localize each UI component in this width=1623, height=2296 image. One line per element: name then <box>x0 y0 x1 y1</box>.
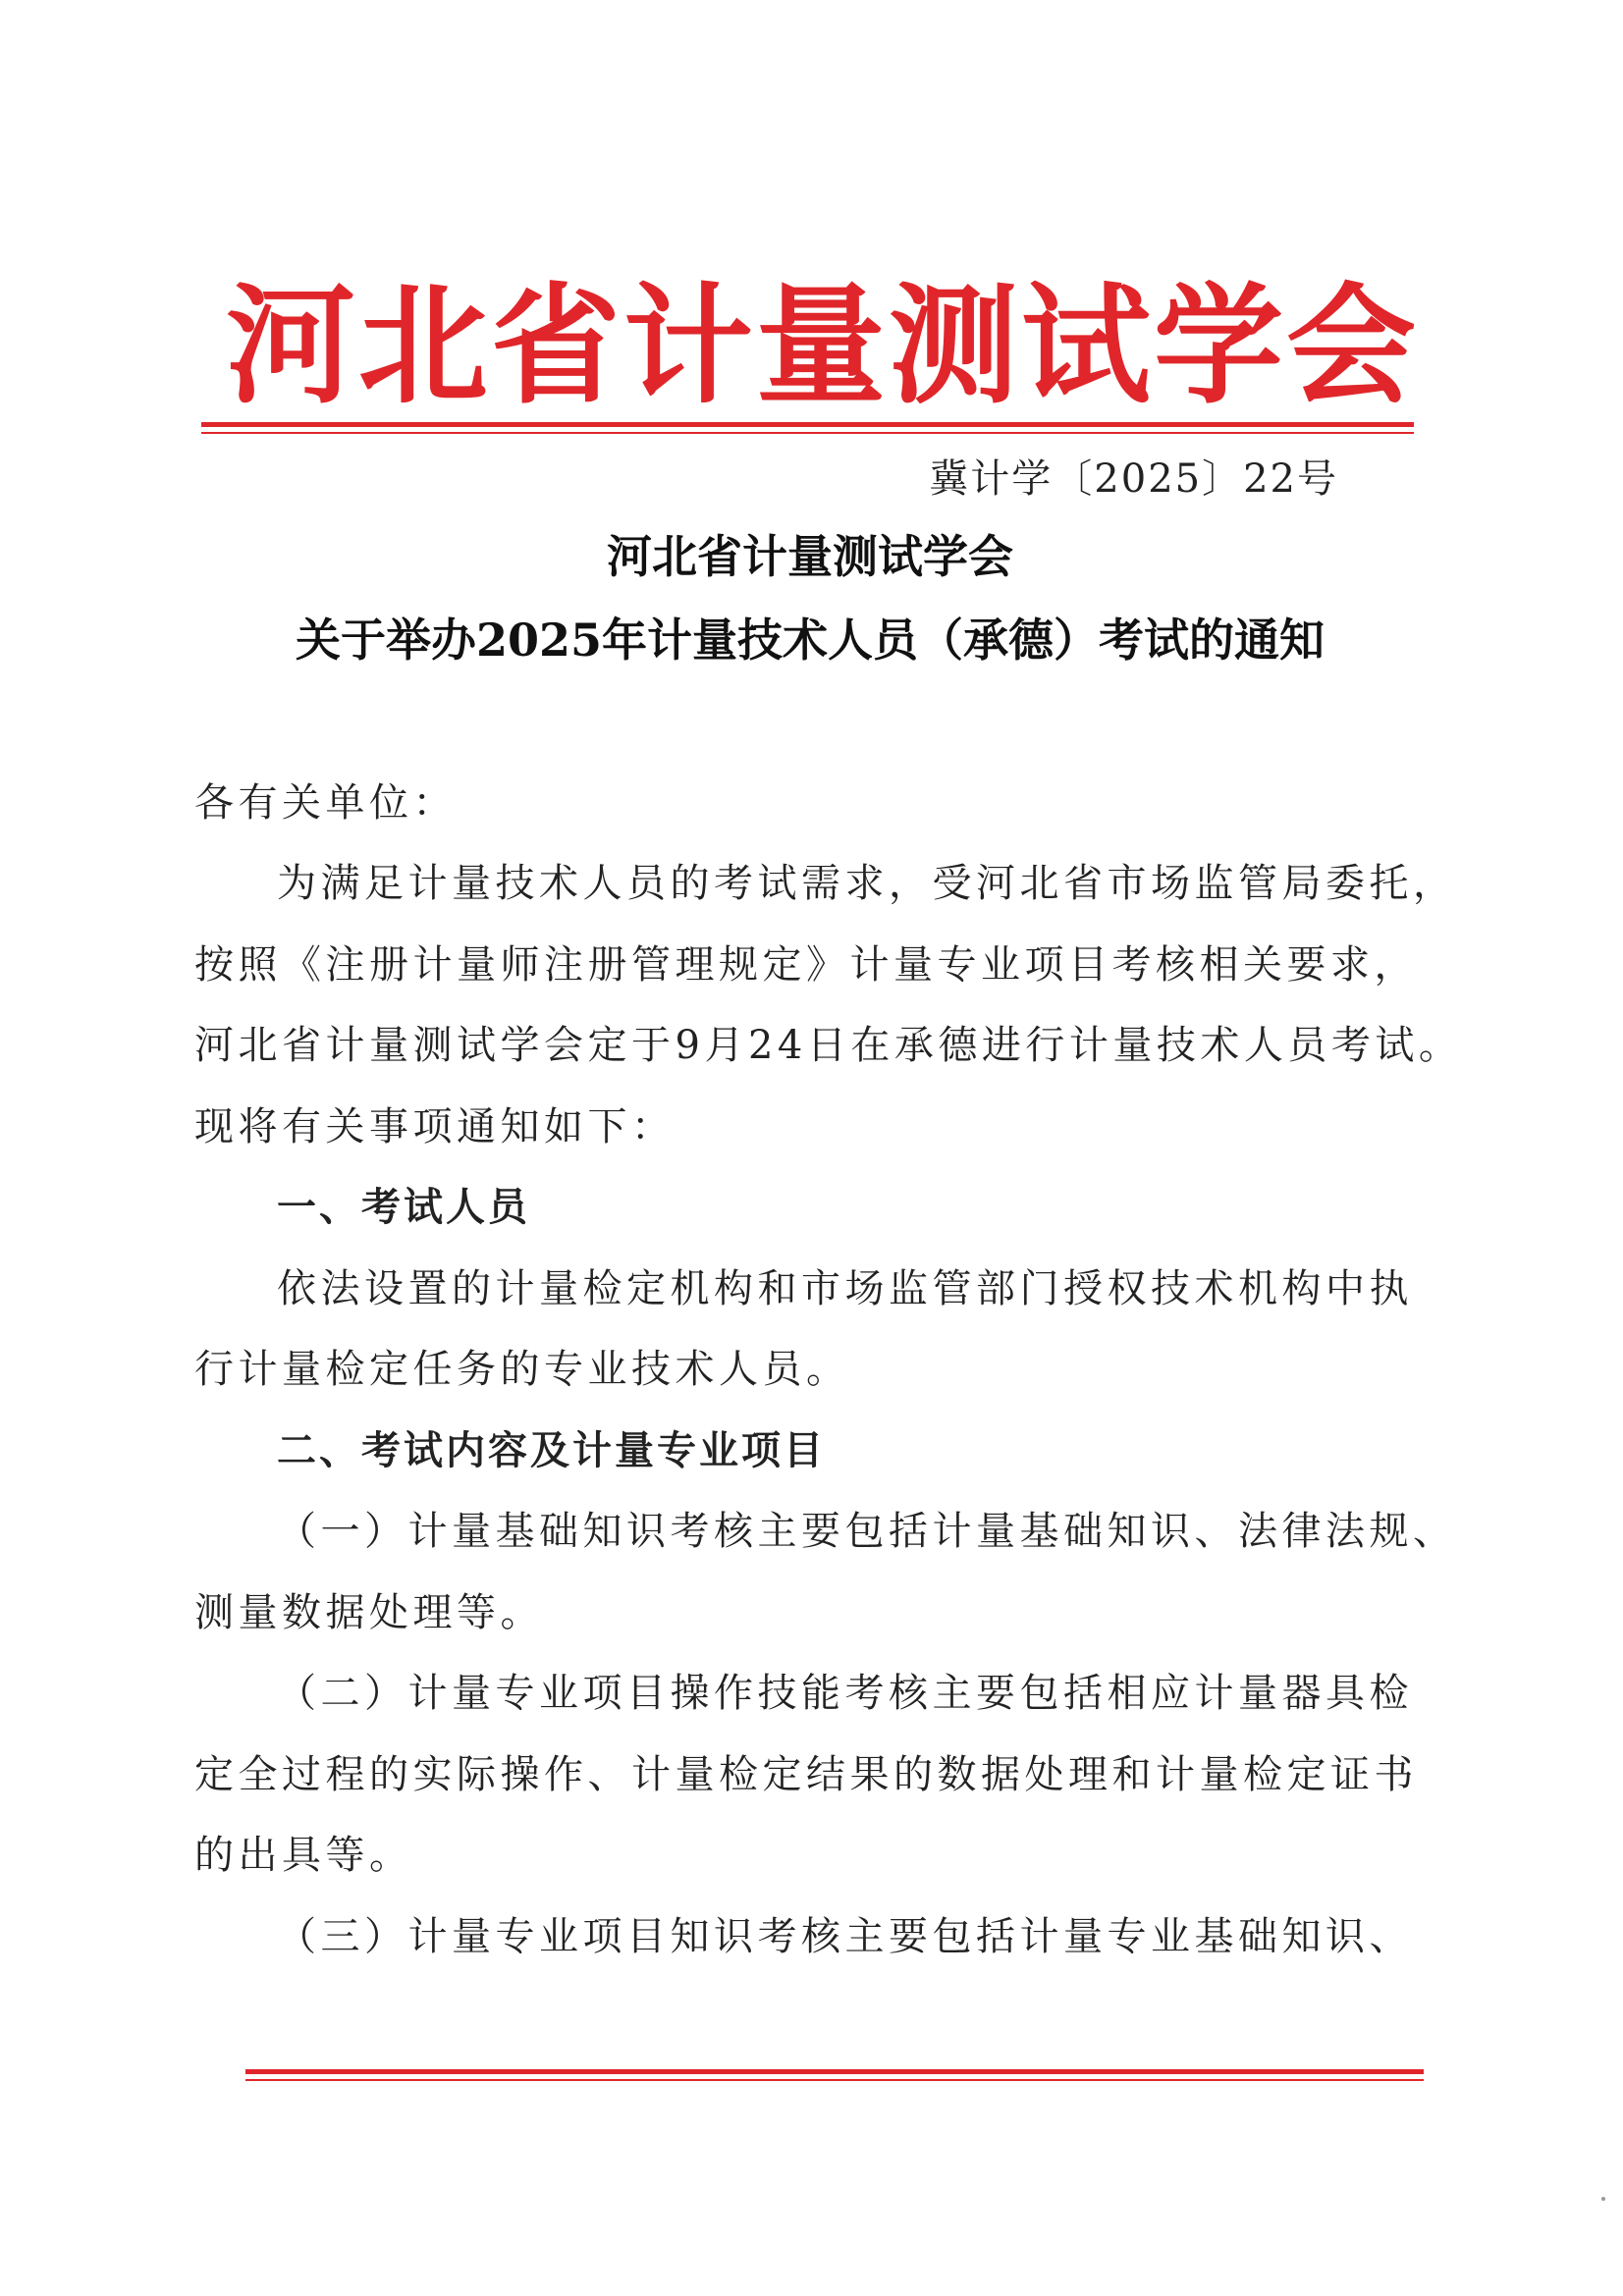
document-title-line-2: 关于举办2025年计量技术人员（承德）考试的通知 <box>295 614 1325 667</box>
letterhead-divider <box>201 422 1414 434</box>
section2-item2-line: 定全过程的实际操作、计量检定结果的数据处理和计量检定证书 <box>194 1752 1418 1797</box>
section2-item1-line: 测量数据处理等。 <box>194 1590 544 1635</box>
intro-line: 为满足计量技术人员的考试需求，受河北省市场监管局委托， <box>277 861 1457 906</box>
intro-line: 按照《注册计量师注册管理规定》计量专业项目考核相关要求， <box>194 942 1418 988</box>
document-number: 冀计学〔2025〕22号 <box>929 456 1338 502</box>
section2-item3-line: （三）计量专业项目知识考核主要包括计量专业基础知识、 <box>277 1914 1413 1959</box>
intro-line: 现将有关事项通知如下： <box>194 1104 676 1149</box>
section2-item1-line: （一）计量基础知识考核主要包括计量基础知识、法律法规、 <box>277 1509 1457 1554</box>
section2-item2-line: （二）计量专业项目操作技能考核主要包括相应计量器具检 <box>277 1671 1413 1716</box>
section1-text-line: 行计量检定任务的专业技术人员。 <box>194 1347 850 1392</box>
section1-text-line: 依法设置的计量检定机构和市场监管部门授权技术机构中执 <box>277 1266 1413 1311</box>
salutation: 各有关单位： <box>194 780 457 826</box>
footer-divider <box>245 2069 1424 2081</box>
section-heading-2: 二、考试内容及计量专业项目 <box>277 1428 826 1473</box>
document-title-line-1: 河北省计量测试学会 <box>607 530 1013 583</box>
section2-item2-line: 的出具等。 <box>194 1833 413 1878</box>
organization-letterhead: 河北省计量测试学会 <box>226 271 1419 422</box>
section-heading-1: 一、考试人员 <box>277 1185 530 1230</box>
divider-thin-line <box>201 432 1414 434</box>
divider-thin-line <box>245 2079 1424 2081</box>
intro-line: 河北省计量测试学会定于9月24日在承德进行计量技术人员考试。 <box>194 1023 1463 1068</box>
scan-speck <box>1601 2197 1605 2201</box>
